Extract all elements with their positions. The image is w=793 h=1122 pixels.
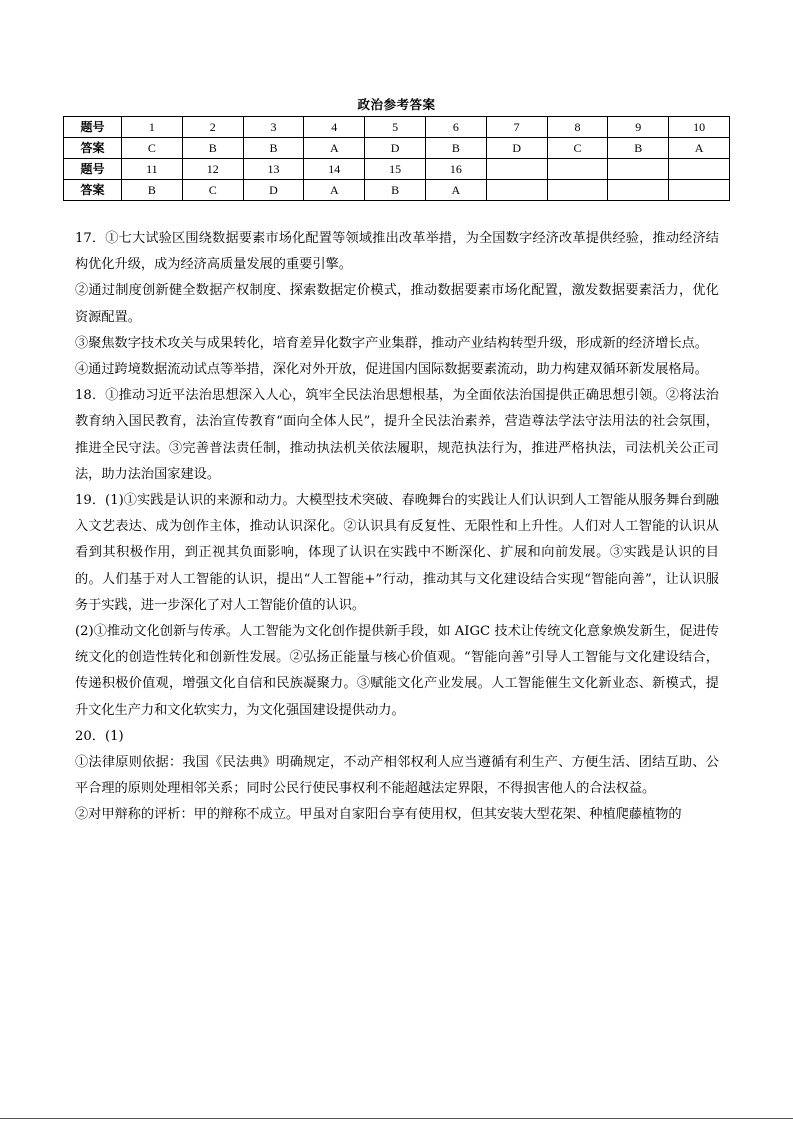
table-row [64,117,730,138]
answer-paragraph: 17．①七大试验区围绕数据要素市场化配置等领域推出改革举措，为全国数字经济改革提供经验，推动经济结构优化升级，成为经济高质量发展的重要引擎。 [75,231,719,273]
page-bottom-divider [0,1118,793,1119]
answer-paragraph: ②对甲辩称的评析：甲的辩称不成立。甲虽对自家阳台享有使用权，但其安装大型花架、种植爬藤植物的 [75,807,682,823]
answer-table [63,116,730,201]
table-cell: B [122,180,183,201]
table-cell: 2 [182,117,243,138]
table-cell: 3 [243,117,304,138]
table-cell: D [365,138,426,159]
table-cell: 15 [365,159,426,180]
table-cell: 10 [669,117,730,138]
table-cell: A [304,180,365,201]
table-cell [547,159,608,180]
table-cell: 4 [304,117,365,138]
table-cell: 5 [365,117,426,138]
answer-paragraph: ②通过制度创新健全数据产权制度、探索数据定价模式，推动数据要素市场化配置，激发数据要素活力，优化资源配置。 [75,283,719,325]
answer-paragraph: 20．(1) [75,728,124,744]
table-row [64,180,730,201]
table-cell [608,159,669,180]
table-row [64,138,730,159]
answer-paragraph: ③聚焦数字技术攻关与成果转化，培育差异化数字产业集群，推动产业结构转型升级，形成新的经济增长点。 [75,335,708,351]
table-cell [669,159,730,180]
row-header: 答案 [64,138,122,159]
table-cell: B [608,138,669,159]
table-cell: D [486,138,547,159]
table-cell: A [425,180,486,201]
table-cell: B [425,138,486,159]
answer-body [75,226,719,829]
row-header: 题号 [64,117,122,138]
answer-paragraph: ④通过跨境数据流动试点等举措，深化对外开放，促进国内国际数据要素流动，助力构建双循环新发展格局。 [75,362,708,378]
table-cell [486,180,547,201]
table-cell [547,180,608,201]
table-cell [486,159,547,180]
table-row [64,159,730,180]
answer-paragraph: (2)①推动文化创新与传承。人工智能为文化创作提供新手段，如 AIGC 技术让传统文化意象焕发新生，促进传统文化的创造性转化和创新性发展。②弘扬正能量与核心价值观。“智能向善”引导人工智能与文化建设结合，传递积极价值观，增强文化自信和民族凝聚力。③赋能文化产业发展。人工智能催生文化新业态、新模式，提升文化生产力和文化软实力，为文化强国建设提供动力。 [75,624,719,718]
table-cell: 7 [486,117,547,138]
answer-paragraph: 19．(1)①实践是认识的来源和动力。大模型技术突破、春晚舞台的实践让人们认识到人工智能从服务舞台到融入文艺表达、成为创作主体，推动认识深化。②认识具有反复性、无限性和上升性。人们对人工智能的认识从看到其积极作用，到正视其负面影响，体现了认识在实践中不断深化、扩展和向前发展。③实践是认识的目的。人们基于对人工智能的认识，提出“人工智能+”行动，推动其与文化建设结合实现“智能向善”，让认识服务于实践，进一步深化了对人工智能价值的认识。 [75,493,719,613]
table-cell: C [547,138,608,159]
table-cell: 9 [608,117,669,138]
table-cell: A [304,138,365,159]
table-cell: 6 [425,117,486,138]
table-cell: 14 [304,159,365,180]
table-cell: C [182,180,243,201]
table-cell: 13 [243,159,304,180]
table-cell: 8 [547,117,608,138]
table-cell: 11 [122,159,183,180]
table-cell [669,180,730,201]
answer-paragraph: 18．①推动习近平法治思想深入人心，筑牢全民法治思想根基，为全面依法治国提供正确思想引领。②将法治教育纳入国民教育，法治宣传教育“面向全体人民”，提升全民法治素养，营造尊法学法守法用法的社会氛围，推进全民守法。③完善普法责任制，推动执法机关依法履职，规范执法行为，推进严格执法，司法机关公正司法，助力法治国家建设。 [75,388,719,482]
table-cell: 1 [122,117,183,138]
row-header: 题号 [64,159,122,180]
table-cell: 12 [182,159,243,180]
table-cell: B [243,138,304,159]
page-title: 政治参考答案 [357,97,436,112]
row-header: 答案 [64,180,122,201]
answer-paragraph: ①法律原则依据：我国《民法典》明确规定，不动产相邻权利人应当遵循有利生产、方便生活、团结互助、公平合理的原则处理相邻关系；同时公民行使民事权利不能超越法定界限，不得损害他人的合法权益。 [75,755,719,797]
table-cell: B [365,180,426,201]
table-cell: B [182,138,243,159]
table-cell [608,180,669,201]
table-cell: A [669,138,730,159]
table-cell: D [243,180,304,201]
table-cell: C [122,138,183,159]
table-cell: 16 [425,159,486,180]
